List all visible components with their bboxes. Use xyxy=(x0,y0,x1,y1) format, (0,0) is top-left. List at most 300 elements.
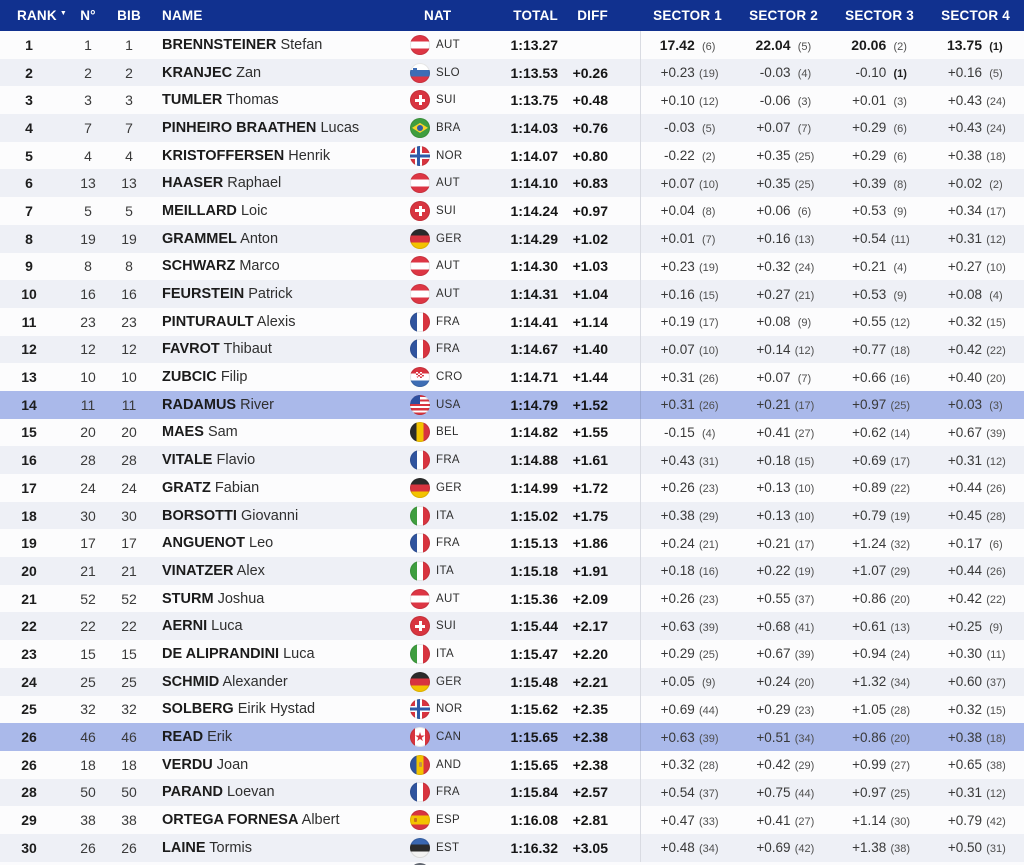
sector-3-cell xyxy=(833,287,929,302)
athlete-last-name: KRISTOFFERSEN xyxy=(162,147,285,164)
sector-rank: (20) xyxy=(890,732,911,745)
sector-time: +0.42 xyxy=(947,591,982,607)
sector-rank: (21) xyxy=(698,538,719,551)
sector-3-cell xyxy=(833,37,929,53)
nation-code: NOR xyxy=(436,703,463,716)
sector-time: +0.05 xyxy=(660,674,695,690)
sector-rank: (10) xyxy=(698,344,719,357)
column-header-name[interactable]: NAME xyxy=(162,8,203,23)
sector-time: +0.38 xyxy=(947,148,982,164)
sector-rank: (3) xyxy=(797,95,812,108)
column-header-total[interactable]: TOTAL xyxy=(513,8,558,23)
diff-cell: +1.03 xyxy=(572,258,608,275)
start-number-cell: 17 xyxy=(80,535,96,552)
bib-cell: 20 xyxy=(121,424,137,441)
result-row[interactable] xyxy=(0,529,1024,557)
sector-1-cell xyxy=(641,480,737,495)
sector-time: -0.03 xyxy=(759,65,791,81)
start-number-cell: 30 xyxy=(80,507,96,524)
total-time-cell: 1:15.65 xyxy=(510,756,558,773)
sector-time: +0.22 xyxy=(756,563,791,579)
sector-rank: (24) xyxy=(794,261,815,274)
sector-rank: (9) xyxy=(893,206,907,219)
bib-cell: 12 xyxy=(121,341,137,358)
athlete-first-name: River xyxy=(240,396,274,413)
flag-sui-icon xyxy=(410,616,430,636)
sector-4-cell xyxy=(928,619,1024,634)
sector-4-cell xyxy=(928,702,1024,717)
start-number-cell: 16 xyxy=(80,286,96,303)
flag-usa-icon xyxy=(410,395,430,415)
rank-cell: 13 xyxy=(21,369,37,386)
result-row[interactable] xyxy=(0,142,1024,170)
sector-time: +0.42 xyxy=(756,757,791,773)
result-row[interactable] xyxy=(0,308,1024,336)
sector-time: +0.23 xyxy=(660,65,695,81)
nation-code: AND xyxy=(436,758,462,771)
sector-1-cell xyxy=(641,508,737,523)
diff-cell: +1.91 xyxy=(572,562,608,579)
result-row[interactable] xyxy=(0,696,1024,724)
athlete-name-cell xyxy=(150,812,408,828)
column-header-bib[interactable]: BIB xyxy=(117,8,141,23)
nation-code: GER xyxy=(436,232,462,245)
rank-cell: 14 xyxy=(21,396,37,413)
athlete-first-name: Giovanni xyxy=(240,507,299,524)
sector-3-cell xyxy=(833,259,929,274)
athlete-name-cell xyxy=(150,258,408,274)
result-row[interactable] xyxy=(0,197,1024,225)
bib-cell: 52 xyxy=(121,590,137,607)
start-number-cell: 22 xyxy=(80,618,96,635)
athlete-name-cell xyxy=(150,397,408,413)
sector-rank: (34) xyxy=(698,843,719,856)
flag-aut-icon xyxy=(410,256,430,276)
diff-cell: +2.38 xyxy=(572,729,608,746)
nationality-cell xyxy=(408,90,490,110)
athlete-last-name: PINTURAULT xyxy=(162,313,254,330)
rank-cell: 9 xyxy=(25,258,33,275)
result-row[interactable] xyxy=(0,419,1024,447)
nationality-cell xyxy=(408,727,490,747)
nationality-cell xyxy=(408,699,490,719)
result-row[interactable] xyxy=(0,751,1024,779)
sector-rank: (2) xyxy=(702,151,716,164)
sector-2-cell xyxy=(737,370,833,385)
diff-cell: +2.35 xyxy=(572,701,608,718)
sector-1-cell xyxy=(641,674,737,689)
result-row[interactable] xyxy=(0,557,1024,585)
sector-1-cell xyxy=(641,259,737,274)
athlete-name-cell xyxy=(150,231,408,247)
result-row[interactable] xyxy=(0,59,1024,87)
sector-cells xyxy=(640,391,1024,419)
bib-cell: 28 xyxy=(121,452,137,469)
sector-time: +0.23 xyxy=(660,258,695,274)
table-header xyxy=(0,0,1024,31)
sector-time: +0.75 xyxy=(756,784,791,800)
result-row[interactable] xyxy=(0,474,1024,502)
sector-rank: (2) xyxy=(989,178,1003,191)
sector-1-cell xyxy=(641,425,737,440)
flag-can-icon xyxy=(410,727,430,747)
sector-rank: (26) xyxy=(698,400,719,413)
column-header-sector2[interactable]: SECTOR 2 xyxy=(749,8,818,23)
total-time-cell: 1:15.65 xyxy=(510,729,558,746)
column-header-diff[interactable]: DIFF xyxy=(577,8,608,23)
sector-rank: (34) xyxy=(890,677,911,690)
start-number-cell: 25 xyxy=(80,673,96,690)
nationality-cell xyxy=(408,118,490,138)
start-number-cell: 21 xyxy=(80,562,96,579)
sector-rank: (21) xyxy=(794,289,815,302)
athlete-last-name: READ xyxy=(162,729,204,746)
nation-code: BEL xyxy=(436,426,459,439)
sector-time: +0.63 xyxy=(660,729,695,745)
athlete-first-name: Sam xyxy=(207,424,238,441)
sector-rank: (27) xyxy=(794,815,815,828)
sector-time: +0.32 xyxy=(947,701,982,717)
flag-nor-icon xyxy=(410,699,430,719)
column-header-sector4[interactable]: SECTOR 4 xyxy=(941,8,1010,23)
result-row[interactable] xyxy=(0,779,1024,807)
sector-rank: (26) xyxy=(698,372,719,385)
rank-cell: 20 xyxy=(21,562,37,579)
sector-rank: (42) xyxy=(794,843,815,856)
sector-4-cell xyxy=(928,314,1024,329)
result-row[interactable] xyxy=(0,336,1024,364)
rank-cell: 1 xyxy=(25,36,33,53)
sector-rank: (3) xyxy=(989,400,1003,413)
result-row[interactable] xyxy=(0,612,1024,640)
sector-2-cell xyxy=(737,785,833,800)
sector-2-cell xyxy=(737,425,833,440)
rank-cell: 28 xyxy=(21,784,37,801)
result-row[interactable] xyxy=(0,834,1024,862)
sector-time: +1.24 xyxy=(852,535,887,551)
sector-4-cell xyxy=(928,453,1024,468)
flag-and-icon xyxy=(410,755,430,775)
sector-2-cell xyxy=(737,287,833,302)
result-row[interactable] xyxy=(0,806,1024,834)
sector-1-cell xyxy=(641,702,737,717)
start-number-cell: 11 xyxy=(80,396,96,413)
sector-cells xyxy=(640,557,1024,585)
sector-rank: (6) xyxy=(893,151,907,164)
sector-time: -0.15 xyxy=(663,424,695,440)
sector-rank: (28) xyxy=(698,760,719,773)
sector-3-cell xyxy=(833,536,929,551)
sector-rank: (44) xyxy=(698,704,719,717)
sector-time: +1.07 xyxy=(852,563,887,579)
rank-cell: 4 xyxy=(25,119,33,136)
table-body xyxy=(0,31,1024,862)
sector-cells xyxy=(640,169,1024,197)
result-row[interactable] xyxy=(0,86,1024,114)
athlete-name-cell xyxy=(150,314,408,330)
result-row[interactable] xyxy=(0,114,1024,142)
athlete-first-name: Zan xyxy=(236,64,262,81)
result-row[interactable] xyxy=(0,31,1024,59)
sector-rank: (4) xyxy=(989,289,1003,302)
rank-cell: 18 xyxy=(21,507,37,524)
sector-cells xyxy=(640,280,1024,308)
flag-fra-icon xyxy=(410,450,430,470)
sector-3-cell xyxy=(833,674,929,689)
result-row[interactable] xyxy=(0,253,1024,281)
sector-rank: (31) xyxy=(986,843,1006,856)
athlete-name-cell xyxy=(150,508,408,524)
sector-3-cell xyxy=(833,120,929,135)
sector-time: +0.08 xyxy=(756,314,791,330)
total-time-cell: 1:15.36 xyxy=(510,590,558,607)
result-row[interactable] xyxy=(0,585,1024,613)
sector-time: 13.75 xyxy=(946,36,982,53)
sector-4-cell xyxy=(928,591,1024,606)
column-header-sector3[interactable]: SECTOR 3 xyxy=(845,8,914,23)
athlete-name-cell xyxy=(150,674,408,690)
sector-time: +0.21 xyxy=(756,535,791,551)
sector-rank: (25) xyxy=(794,178,815,191)
sector-time: +0.45 xyxy=(947,508,982,524)
sector-time: +0.43 xyxy=(947,92,982,108)
athlete-last-name: VERDU xyxy=(162,756,213,773)
nationality-cell xyxy=(408,422,490,442)
diff-cell: +2.20 xyxy=(572,645,608,662)
start-number-cell: 3 xyxy=(84,92,92,109)
total-time-cell: 1:14.71 xyxy=(510,369,558,386)
sector-rank: (18) xyxy=(986,151,1006,164)
athlete-first-name: Loevan xyxy=(226,784,275,801)
result-row[interactable] xyxy=(0,225,1024,253)
sector-time: +0.60 xyxy=(947,674,982,690)
flag-fra-icon xyxy=(410,782,430,802)
nation-code: GER xyxy=(436,675,462,688)
sector-time: -0.06 xyxy=(759,92,791,108)
total-time-cell: 1:14.30 xyxy=(510,258,558,275)
sector-2-cell xyxy=(737,480,833,495)
sector-cells xyxy=(640,640,1024,668)
sector-time: +0.07 xyxy=(756,369,791,385)
start-number-cell: 12 xyxy=(80,341,96,358)
athlete-first-name: Patrick xyxy=(248,286,293,303)
sector-time: +0.62 xyxy=(852,424,887,440)
sector-rank: (19) xyxy=(794,566,815,579)
sector-time: +0.03 xyxy=(947,397,982,413)
total-time-cell: 1:15.13 xyxy=(510,535,558,552)
sector-rank: (24) xyxy=(986,95,1006,108)
sector-3-cell xyxy=(833,508,929,523)
start-number-cell: 18 xyxy=(80,756,96,773)
rank-cell: 29 xyxy=(21,812,37,829)
rank-cell: 23 xyxy=(21,645,37,662)
sector-rank: (38) xyxy=(986,760,1006,773)
nationality-cell xyxy=(408,284,490,304)
sector-rank: (7) xyxy=(702,234,716,247)
start-number-cell: 46 xyxy=(80,729,96,746)
athlete-last-name: HAASER xyxy=(162,175,224,192)
sector-time: +0.21 xyxy=(756,397,791,413)
sector-4-cell xyxy=(928,536,1024,551)
sector-time: +0.53 xyxy=(852,286,887,302)
nation-code: SUI xyxy=(436,204,457,217)
nationality-cell xyxy=(408,63,490,83)
result-row[interactable] xyxy=(0,640,1024,668)
sector-3-cell xyxy=(833,480,929,495)
sector-rank: (16) xyxy=(698,566,719,579)
sector-rank: (14) xyxy=(890,427,911,440)
athlete-first-name: Leo xyxy=(249,535,274,552)
rank-cell: 6 xyxy=(25,175,33,192)
sector-time: +0.42 xyxy=(947,341,982,357)
sector-1-cell xyxy=(641,453,737,468)
athlete-last-name: SOLBERG xyxy=(162,701,234,718)
sector-time: +0.61 xyxy=(852,618,887,634)
sector-time: +0.54 xyxy=(660,784,695,800)
athlete-first-name: Joan xyxy=(216,756,249,773)
athlete-last-name: TUMLER xyxy=(162,92,223,109)
athlete-first-name: Raphael xyxy=(227,175,282,192)
sector-time: +0.04 xyxy=(660,203,695,219)
sector-rank: (27) xyxy=(794,427,815,440)
sector-3-cell xyxy=(833,425,929,440)
athlete-first-name: Fabian xyxy=(214,479,260,496)
athlete-first-name: Alex xyxy=(236,562,265,579)
nationality-cell xyxy=(408,173,490,193)
sector-time: +0.35 xyxy=(756,175,791,191)
flag-aut-icon xyxy=(410,173,430,193)
sector-rank: (19) xyxy=(698,68,719,81)
sector-rank: (23) xyxy=(794,704,815,717)
sector-cells xyxy=(640,806,1024,834)
bib-cell: 13 xyxy=(121,175,137,192)
sector-rank: (37) xyxy=(794,594,815,607)
athlete-first-name: Filip xyxy=(220,369,248,386)
bib-cell: 19 xyxy=(121,230,137,247)
start-number-cell: 19 xyxy=(80,230,96,247)
nation-code: AUT xyxy=(436,260,460,273)
sector-time: +0.40 xyxy=(947,369,982,385)
rank-cell: 11 xyxy=(21,313,37,330)
sector-time: +0.55 xyxy=(852,314,887,330)
result-row[interactable] xyxy=(0,446,1024,474)
sector-time: +0.07 xyxy=(660,341,695,357)
athlete-first-name: Luca xyxy=(211,618,243,635)
result-row[interactable] xyxy=(0,668,1024,696)
athlete-name-cell xyxy=(150,175,408,191)
column-header-nat[interactable]: NAT xyxy=(424,8,452,23)
sector-time: +0.97 xyxy=(852,397,887,413)
sector-time: +0.79 xyxy=(852,508,887,524)
column-header-number[interactable]: N° xyxy=(80,8,96,23)
sector-1-cell xyxy=(641,619,737,634)
nation-code: SLO xyxy=(436,66,460,79)
column-header-sector1[interactable]: SECTOR 1 xyxy=(653,8,722,23)
sector-1-cell xyxy=(641,203,737,218)
sector-time: +0.16 xyxy=(947,65,982,81)
sector-rank: (42) xyxy=(986,815,1006,828)
sector-4-cell xyxy=(928,813,1024,828)
diff-cell: +1.04 xyxy=(572,286,608,303)
sector-1-cell xyxy=(641,397,737,412)
total-time-cell: 1:13.53 xyxy=(510,64,558,81)
diff-cell: +2.09 xyxy=(572,590,608,607)
rank-cell: 7 xyxy=(25,202,33,219)
sector-rank: (31) xyxy=(698,455,719,468)
start-number-cell: 13 xyxy=(80,175,96,192)
sector-cells xyxy=(640,114,1024,142)
result-row[interactable] xyxy=(0,502,1024,530)
sector-time: -0.10 xyxy=(855,65,887,81)
diff-cell: +2.21 xyxy=(572,673,608,690)
bib-cell: 21 xyxy=(121,562,137,579)
athlete-last-name: ORTEGA FORNESA xyxy=(162,812,299,829)
sector-4-cell xyxy=(928,231,1024,246)
sector-time: 17.42 xyxy=(659,36,695,53)
total-time-cell: 1:15.18 xyxy=(510,562,558,579)
result-row[interactable] xyxy=(0,363,1024,391)
sector-3-cell xyxy=(833,840,929,855)
sector-4-cell xyxy=(928,148,1024,163)
sector-rank: (8) xyxy=(702,206,716,219)
result-row[interactable] xyxy=(0,391,1024,419)
sector-4-cell xyxy=(928,176,1024,191)
sector-time: +0.55 xyxy=(756,591,791,607)
sector-rank: (26) xyxy=(986,566,1006,579)
rank-cell: 26 xyxy=(21,729,37,746)
flag-aut-icon xyxy=(410,35,430,55)
nation-code: AUT xyxy=(436,288,460,301)
nation-code: SUI xyxy=(436,620,457,633)
sector-rank: (29) xyxy=(890,566,911,579)
result-row[interactable] xyxy=(0,723,1024,751)
sector-rank: (6) xyxy=(797,206,812,219)
athlete-last-name: VINATZER xyxy=(162,562,234,579)
athlete-name-cell xyxy=(150,480,408,496)
bib-cell: 4 xyxy=(125,147,133,164)
total-time-cell: 1:14.67 xyxy=(510,341,558,358)
total-time-cell: 1:15.44 xyxy=(510,618,558,635)
sector-3-cell xyxy=(833,646,929,661)
sector-1-cell xyxy=(641,176,737,191)
sector-3-cell xyxy=(833,342,929,357)
sector-rank: (2) xyxy=(893,40,907,53)
sector-2-cell xyxy=(737,563,833,578)
nation-code: ITA xyxy=(436,647,454,660)
sector-time: +0.29 xyxy=(756,701,791,717)
sector-cells xyxy=(640,336,1024,364)
sector-rank: (20) xyxy=(986,372,1006,385)
athlete-first-name: Luca xyxy=(283,645,315,662)
sector-2-cell xyxy=(737,314,833,329)
athlete-name-cell xyxy=(150,591,408,607)
bib-cell: 22 xyxy=(121,618,137,635)
sector-1-cell xyxy=(641,93,737,108)
total-time-cell: 1:15.02 xyxy=(510,507,558,524)
athlete-first-name: Eirik Hystad xyxy=(237,701,316,718)
sector-time: +0.67 xyxy=(756,646,791,662)
nation-code: USA xyxy=(436,398,461,411)
column-header-rank[interactable]: RANK ▼ xyxy=(17,8,67,23)
sector-2-cell xyxy=(737,342,833,357)
result-row[interactable] xyxy=(0,280,1024,308)
sector-4-cell xyxy=(928,480,1024,495)
athlete-name-cell xyxy=(150,148,408,164)
sector-time: +0.94 xyxy=(852,646,887,662)
athlete-first-name: Albert xyxy=(301,812,340,829)
athlete-name-cell xyxy=(150,92,408,108)
result-row[interactable] xyxy=(0,169,1024,197)
